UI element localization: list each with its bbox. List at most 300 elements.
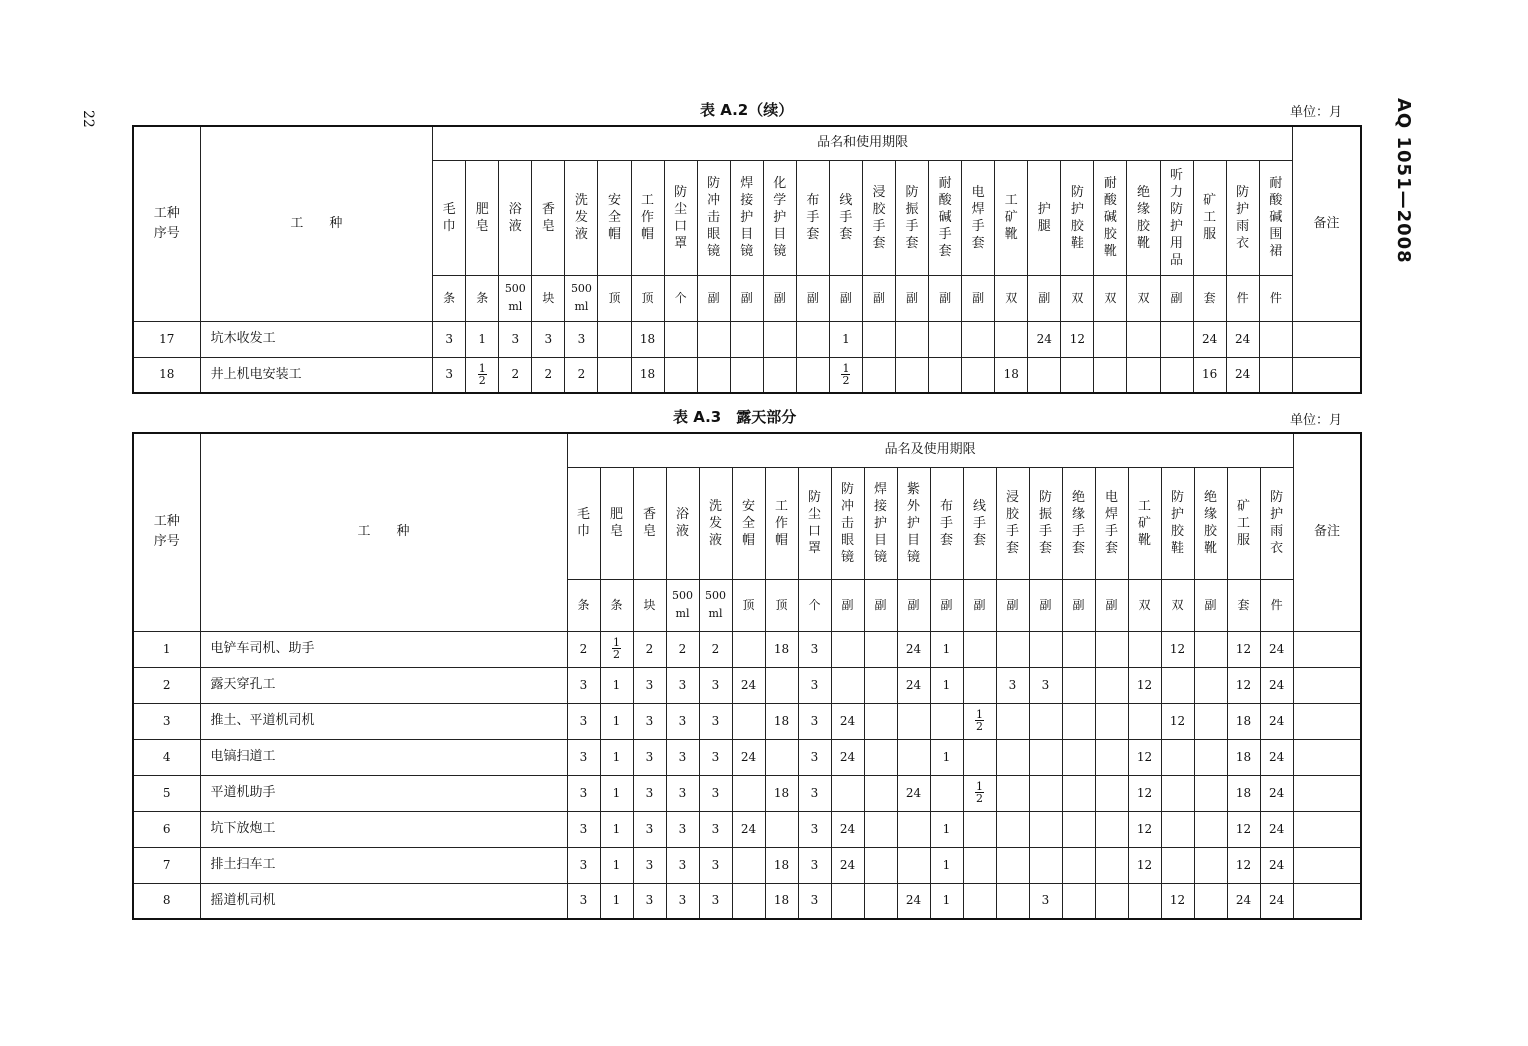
row-value-cell	[1194, 667, 1227, 703]
row-value-cell	[798, 811, 831, 847]
unit-name: 副	[1204, 597, 1217, 612]
table-row	[133, 739, 1361, 775]
row-value-cell	[1260, 883, 1293, 919]
row-type-name: 坑下放炮工	[200, 811, 567, 847]
row-value-cell	[1161, 667, 1194, 703]
cell-value: 3	[579, 749, 588, 764]
unit-header	[897, 579, 930, 631]
cell-value: 3	[711, 821, 720, 836]
row-value-cell	[499, 321, 532, 357]
cell-value: 12	[1069, 331, 1086, 346]
row-value-cell	[732, 667, 765, 703]
item-name: 工矿靴	[1004, 193, 1018, 242]
unit-header	[499, 275, 532, 321]
row-value-cell	[664, 357, 697, 393]
unit-header	[929, 275, 962, 321]
unit-header	[995, 275, 1028, 321]
cell-value: 3	[810, 857, 819, 872]
row-remark-cell	[1293, 775, 1361, 811]
row-type-name: 电镐扫道工	[200, 739, 567, 775]
item-header	[730, 160, 763, 275]
row-value-cell	[1161, 703, 1194, 739]
cell-value: 3	[678, 713, 687, 728]
row-value-cell	[1227, 811, 1260, 847]
row-value-cell	[1062, 847, 1095, 883]
row-value-cell	[996, 631, 1029, 667]
cell-value: 24	[1235, 367, 1251, 382]
row-value-cell	[796, 321, 829, 357]
row-value-cell	[1062, 739, 1095, 775]
row-type-name: 电铲车司机、助手	[200, 631, 567, 667]
cell-value: 24	[1201, 331, 1218, 346]
row-value-cell	[1128, 667, 1161, 703]
item-header	[433, 160, 466, 275]
unit-name: 套	[1203, 290, 1216, 305]
cell-value: 1	[478, 331, 487, 346]
cell-value: 24	[740, 749, 757, 764]
item-header	[567, 467, 600, 579]
cell-value: 3	[711, 713, 720, 728]
row-seq: 5	[133, 775, 200, 811]
row-value-cell	[1095, 667, 1128, 703]
cell-value: 3	[579, 857, 588, 872]
cell-value: 3	[579, 677, 588, 692]
item-name: 电焊手套	[971, 184, 985, 251]
unit-name: 双	[1137, 290, 1150, 305]
item-name: 浸胶手套	[1005, 490, 1019, 556]
row-value-cell	[1128, 775, 1161, 811]
cell-value: 12	[1136, 749, 1153, 764]
item-header	[1259, 160, 1292, 275]
row-value-cell	[864, 739, 897, 775]
unit-name: 500 ml	[570, 282, 592, 313]
item-name: 听力防护用品	[1170, 167, 1184, 268]
unit-name: 双	[1171, 597, 1184, 612]
cell-value: 18	[1235, 785, 1252, 800]
cell-value: 1	[942, 641, 951, 656]
item-header	[864, 467, 897, 579]
row-value-cell	[1128, 883, 1161, 919]
item-header	[1061, 160, 1094, 275]
row-value-cell	[699, 883, 732, 919]
row-value-cell	[1028, 357, 1061, 393]
row-type-name: 排土扫车工	[200, 847, 567, 883]
unit-name: 副	[939, 290, 952, 305]
cell-value: 24	[1268, 713, 1285, 728]
cell-value: 12	[1235, 677, 1252, 692]
row-value-cell	[633, 631, 666, 667]
row-type-name: 平道机助手	[200, 775, 567, 811]
unit-name: 500 ml	[504, 282, 526, 313]
row-value-cell	[1260, 775, 1293, 811]
unit-name: 副	[1072, 597, 1085, 612]
cell-value: 1	[942, 821, 951, 836]
header-group	[567, 433, 1293, 467]
row-value-cell	[1194, 847, 1227, 883]
row-value-cell	[995, 321, 1028, 357]
row-value-cell	[699, 739, 732, 775]
row-value-cell	[930, 811, 963, 847]
unit-name: 副	[839, 290, 852, 305]
cell-value: 1	[942, 857, 951, 872]
row-value-cell	[1095, 811, 1128, 847]
item-name: 焊接护目镜	[740, 176, 754, 259]
cell-value: 3	[445, 367, 453, 382]
row-value-cell	[1194, 811, 1227, 847]
cell-value: 1	[612, 677, 621, 692]
row-value-cell	[666, 631, 699, 667]
cell-value: 24	[1268, 893, 1285, 908]
row-value-cell	[962, 321, 995, 357]
item-header	[1094, 160, 1127, 275]
item-name: 工矿靴	[1137, 498, 1151, 548]
row-value-cell	[598, 357, 631, 393]
row-value-cell	[1128, 811, 1161, 847]
unit-name: 顶	[641, 290, 654, 305]
row-value-cell	[864, 847, 897, 883]
unit-name: 顶	[742, 597, 755, 612]
row-value-cell	[567, 811, 600, 847]
cell-value: 3	[678, 785, 687, 800]
cell-value: 2	[711, 641, 720, 656]
row-value-cell	[962, 357, 995, 393]
cell-value: 18	[773, 713, 790, 728]
item-header	[600, 467, 633, 579]
item-name: 绝缘胶靴	[1203, 490, 1217, 556]
row-value-cell	[963, 703, 996, 739]
unit-header	[598, 275, 631, 321]
cell-value: 24	[1268, 641, 1285, 656]
unit-name: 件	[1270, 597, 1283, 612]
item-header	[798, 467, 831, 579]
cell-value: 1	[612, 893, 621, 908]
row-value-cell	[699, 775, 732, 811]
standard-code: AQ 1051—2008	[1393, 98, 1414, 264]
unit-name: 500 ml	[705, 589, 726, 620]
row-value-cell	[1194, 703, 1227, 739]
cell-value: 24	[905, 677, 922, 692]
row-value-cell	[1161, 847, 1194, 883]
row-remark-cell	[1293, 703, 1361, 739]
row-value-cell	[930, 883, 963, 919]
row-value-cell	[963, 883, 996, 919]
item-header	[1095, 467, 1128, 579]
row-value-cell	[1259, 357, 1292, 393]
row-value-cell	[1029, 739, 1062, 775]
cell-value: 3	[711, 677, 720, 692]
cell-value: 2	[544, 367, 553, 382]
item-header	[697, 160, 730, 275]
unit-name: 顶	[608, 290, 621, 305]
unit-name: 副	[972, 290, 985, 305]
row-value-cell	[730, 321, 763, 357]
row-value-cell	[798, 883, 831, 919]
item-name: 毛巾	[576, 507, 590, 539]
cell-value: 3	[711, 785, 720, 800]
table-row	[133, 847, 1361, 883]
item-name: 防护雨衣	[1236, 184, 1250, 251]
row-value-cell	[732, 631, 765, 667]
unit-header	[1128, 579, 1161, 631]
row-value-cell	[897, 847, 930, 883]
unit-header	[963, 579, 996, 631]
row-value-cell	[567, 883, 600, 919]
item-header	[699, 467, 732, 579]
row-value-cell	[666, 811, 699, 847]
row-value-cell	[600, 703, 633, 739]
cell-value: 3	[810, 749, 819, 764]
row-seq: 17	[133, 321, 200, 357]
row-value-cell	[963, 775, 996, 811]
cell-value: 18	[1003, 367, 1019, 382]
item-name: 防护雨衣	[1270, 490, 1284, 556]
row-type-name: 露天穿孔工	[200, 667, 567, 703]
unit-header	[1160, 275, 1193, 321]
row-value-cell	[567, 703, 600, 739]
unit-name: 副	[841, 597, 854, 612]
item-header	[930, 467, 963, 579]
item-name: 工作帽	[774, 498, 788, 548]
row-value-cell	[765, 847, 798, 883]
fraction-value: $\frac{1}{2}$	[842, 361, 850, 387]
header-type-label: 工 种	[290, 215, 343, 231]
cell-value: 3	[577, 331, 586, 346]
row-value-cell	[896, 321, 929, 357]
row-value-cell	[1094, 321, 1127, 357]
header-type	[200, 126, 433, 321]
cell-value: 24	[839, 857, 856, 872]
row-value-cell	[930, 739, 963, 775]
row-value-cell	[831, 703, 864, 739]
cell-value: 12	[1235, 821, 1252, 836]
item-name: 香皂	[541, 201, 555, 234]
table-a3-unit-label: 单位：月	[1290, 413, 1343, 428]
row-value-cell	[963, 739, 996, 775]
item-name: 安全帽	[607, 193, 621, 242]
item-header	[831, 467, 864, 579]
unit-header	[765, 579, 798, 631]
row-value-cell	[1061, 357, 1094, 393]
item-name: 安全帽	[741, 498, 755, 548]
row-value-cell	[1029, 883, 1062, 919]
row-value-cell	[699, 667, 732, 703]
row-value-cell	[996, 775, 1029, 811]
unit-name: 双	[1138, 597, 1151, 612]
header-remark-label: 备注	[1313, 215, 1340, 231]
item-name: 布手套	[806, 193, 820, 242]
cell-value: 3	[1008, 677, 1017, 692]
row-value-cell	[1029, 847, 1062, 883]
row-type-name: 摇道机司机	[200, 883, 567, 919]
row-value-cell	[897, 631, 930, 667]
item-name: 防护胶鞋	[1070, 184, 1084, 251]
item-name: 浸胶手套	[872, 184, 886, 251]
row-remark-cell	[1292, 357, 1361, 393]
row-value-cell	[796, 357, 829, 393]
row-value-cell	[1194, 883, 1227, 919]
cell-value: 1	[612, 749, 621, 764]
row-value-cell	[1029, 631, 1062, 667]
unit-header	[433, 275, 466, 321]
cell-value: 3	[544, 331, 553, 346]
row-value-cell	[897, 811, 930, 847]
item-header	[963, 467, 996, 579]
table-a2-caption: 表 A.2（续）	[700, 101, 794, 119]
cell-value: 1	[942, 893, 951, 908]
row-value-cell	[864, 703, 897, 739]
unit-header	[633, 579, 666, 631]
row-value-cell	[862, 357, 895, 393]
fraction-value: $\frac{1}{2}$	[478, 361, 486, 387]
unit-name: 件	[1269, 290, 1282, 305]
item-header	[633, 467, 666, 579]
cell-value: 24	[839, 749, 856, 764]
unit-header	[1127, 275, 1160, 321]
unit-header	[631, 275, 664, 321]
unit-name: 块	[643, 597, 656, 612]
cell-value: 2	[645, 641, 654, 656]
table-a3-caption: 表 A.3 露天部分	[673, 408, 797, 426]
row-seq: 3	[133, 703, 200, 739]
row-remark-cell	[1293, 667, 1361, 703]
item-header	[996, 467, 1029, 579]
cell-value: 12	[1169, 641, 1186, 656]
item-header	[1260, 467, 1293, 579]
unit-header	[962, 275, 995, 321]
unit-name: 副	[707, 290, 720, 305]
item-header	[1028, 160, 1061, 275]
row-value-cell	[996, 667, 1029, 703]
cell-value: 24	[1268, 749, 1285, 764]
table-a3	[132, 432, 1362, 920]
cell-value: 12	[1235, 641, 1252, 656]
header-remark	[1293, 433, 1361, 631]
row-value-cell	[996, 847, 1029, 883]
row-value-cell	[666, 883, 699, 919]
item-name: 化学护目镜	[773, 176, 787, 259]
row-value-cell	[732, 847, 765, 883]
unit-name: 副	[906, 290, 919, 305]
row-value-cell	[532, 357, 565, 393]
item-header	[1161, 467, 1194, 579]
row-value-cell	[699, 631, 732, 667]
row-remark-cell	[1292, 321, 1361, 357]
row-value-cell	[897, 667, 930, 703]
row-value-cell	[1062, 811, 1095, 847]
unit-name: 套	[1237, 597, 1250, 612]
cell-value: 1	[942, 749, 951, 764]
row-value-cell	[1193, 357, 1226, 393]
row-value-cell	[666, 703, 699, 739]
row-value-cell	[1260, 811, 1293, 847]
unit-header	[996, 579, 1029, 631]
item-header	[664, 160, 697, 275]
fraction-value: $\frac{1}{2}$	[613, 636, 620, 662]
item-header	[499, 160, 532, 275]
item-header	[765, 467, 798, 579]
unit-name: 副	[806, 290, 819, 305]
cell-value: 3	[678, 677, 687, 692]
row-value-cell	[1226, 321, 1259, 357]
unit-header	[1094, 275, 1127, 321]
item-name: 耐酸碱手套	[938, 176, 952, 259]
unit-name: 副	[872, 290, 885, 305]
row-value-cell	[1161, 883, 1194, 919]
item-header	[1227, 467, 1260, 579]
row-value-cell	[930, 703, 963, 739]
row-value-cell	[1029, 775, 1062, 811]
cell-value: 2	[579, 641, 588, 656]
header-type	[200, 433, 567, 631]
unit-header	[1062, 579, 1095, 631]
cell-value: 3	[1041, 893, 1050, 908]
row-value-cell	[1095, 883, 1128, 919]
cell-value: 12	[1169, 713, 1186, 728]
row-value-cell	[1193, 321, 1226, 357]
row-value-cell	[1260, 847, 1293, 883]
row-value-cell	[798, 667, 831, 703]
cell-value: 3	[645, 893, 654, 908]
unit-header	[763, 275, 796, 321]
row-value-cell	[600, 631, 633, 667]
header-remark	[1292, 126, 1361, 321]
cell-value: 24	[839, 821, 856, 836]
row-value-cell	[1029, 811, 1062, 847]
unit-header	[798, 579, 831, 631]
row-value-cell	[1028, 321, 1061, 357]
row-value-cell	[1260, 667, 1293, 703]
row-value-cell	[963, 847, 996, 883]
item-header	[1128, 467, 1161, 579]
row-value-cell	[765, 667, 798, 703]
unit-name: 双	[1071, 290, 1084, 305]
cell-value: 18	[1235, 713, 1252, 728]
row-value-cell	[1160, 357, 1193, 393]
table-row	[133, 631, 1361, 667]
row-value-cell	[1161, 739, 1194, 775]
cell-value: 3	[678, 857, 687, 872]
unit-header	[732, 579, 765, 631]
item-name: 浴液	[675, 507, 689, 539]
row-value-cell	[831, 631, 864, 667]
row-value-cell	[433, 321, 466, 357]
item-name: 香皂	[642, 507, 656, 539]
row-value-cell	[633, 739, 666, 775]
header-group-label: 品名和使用期限	[817, 135, 909, 151]
item-header	[896, 160, 929, 275]
row-type-name: 坑木收发工	[200, 321, 433, 357]
row-value-cell	[829, 321, 862, 357]
row-value-cell	[633, 847, 666, 883]
row-value-cell	[567, 847, 600, 883]
row-value-cell	[1029, 703, 1062, 739]
row-value-cell	[699, 811, 732, 847]
row-value-cell	[633, 775, 666, 811]
row-value-cell	[1227, 667, 1260, 703]
row-value-cell	[864, 775, 897, 811]
row-value-cell	[1062, 631, 1095, 667]
unit-name: 个	[808, 597, 821, 612]
cell-value: 24	[905, 785, 922, 800]
item-header	[829, 160, 862, 275]
item-name: 线手套	[839, 193, 853, 242]
row-value-cell	[897, 775, 930, 811]
row-value-cell	[929, 321, 962, 357]
row-value-cell	[666, 739, 699, 775]
row-value-cell	[664, 321, 697, 357]
unit-header	[1226, 275, 1259, 321]
row-value-cell	[1260, 739, 1293, 775]
